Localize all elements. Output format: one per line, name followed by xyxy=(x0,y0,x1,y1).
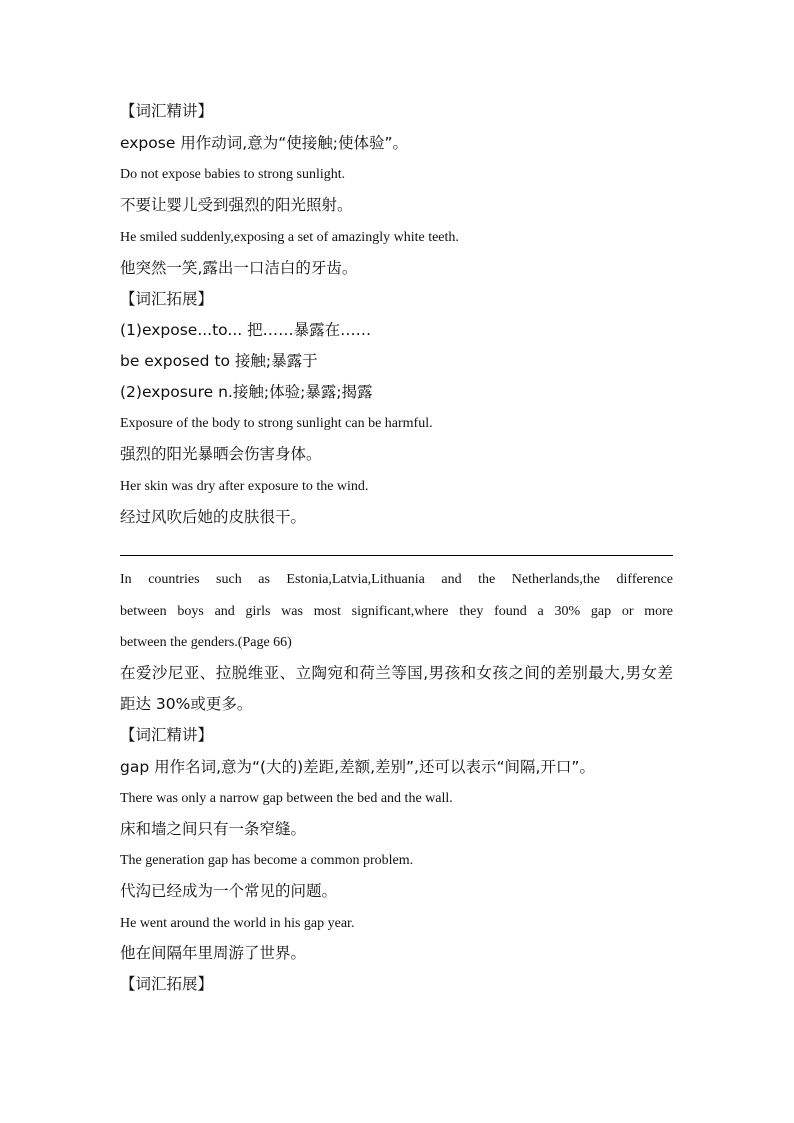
translation-line: 在爱沙尼亚、拉脱维亚、立陶宛和荷兰等国,男孩和女孩之间的差别最大,男女差 xyxy=(120,664,673,682)
passage-line: In countries such as Estonia,Latvia,Lithuania and the Netherlands,the difference xyxy=(120,572,673,587)
example-sentence-zh: 床和墙之间只有一条窄缝。 xyxy=(120,820,307,838)
example-sentence-en: He went around the world in his gap year. xyxy=(120,916,355,931)
extension-item: (1)expose...to... 把……暴露在…… xyxy=(120,321,372,339)
example-sentence-zh: 不要让婴儿受到强烈的阳光照射。 xyxy=(120,196,353,214)
example-sentence-en: Exposure of the body to strong sunlight can be harmful. xyxy=(120,416,433,431)
vocab-extension-heading: 【词汇拓展】 xyxy=(120,975,214,993)
vocab-extension-heading: 【词汇拓展】 xyxy=(120,290,214,308)
example-sentence-en: Do not expose babies to strong sunlight. xyxy=(120,167,346,182)
expose-definition: expose 用作动词,意为“使接触;使体验”。 xyxy=(120,134,409,152)
example-sentence-en: The generation gap has become a common problem. xyxy=(120,853,414,868)
passage-line: between boys and girls was most significant,where they found a 30% gap or more xyxy=(120,604,673,619)
vocab-explanation-heading: 【词汇精讲】 xyxy=(120,726,214,744)
example-sentence-zh: 他突然一笑,露出一口洁白的牙齿。 xyxy=(120,259,358,277)
extension-item: (2)exposure n.接触;体验;暴露;揭露 xyxy=(120,383,373,401)
example-sentence-zh: 强烈的阳光暴晒会伤害身体。 xyxy=(120,445,322,463)
example-sentence-zh: 经过风吹后她的皮肤很干。 xyxy=(120,508,307,526)
example-sentence-en: He smiled suddenly,exposing a set of amazingly white teeth. xyxy=(120,230,459,245)
passage-line: between the genders.(Page 66) xyxy=(120,635,292,650)
example-sentence-zh: 他在间隔年里周游了世界。 xyxy=(120,944,307,962)
gap-definition: gap 用作名词,意为“(大的)差距,差额,差别”,还可以表示“间隔,开口”。 xyxy=(120,758,595,776)
section-divider xyxy=(120,555,673,556)
vocab-explanation-heading: 【词汇精讲】 xyxy=(120,102,214,120)
translation-line: 距达 30%或更多。 xyxy=(120,695,253,713)
example-sentence-zh: 代沟已经成为一个常见的问题。 xyxy=(120,882,338,900)
example-sentence-en: There was only a narrow gap between the bed and the wall. xyxy=(120,791,453,806)
example-sentence-en: Her skin was dry after exposure to the wind. xyxy=(120,479,369,494)
extension-item: be exposed to 接触;暴露于 xyxy=(120,352,318,370)
